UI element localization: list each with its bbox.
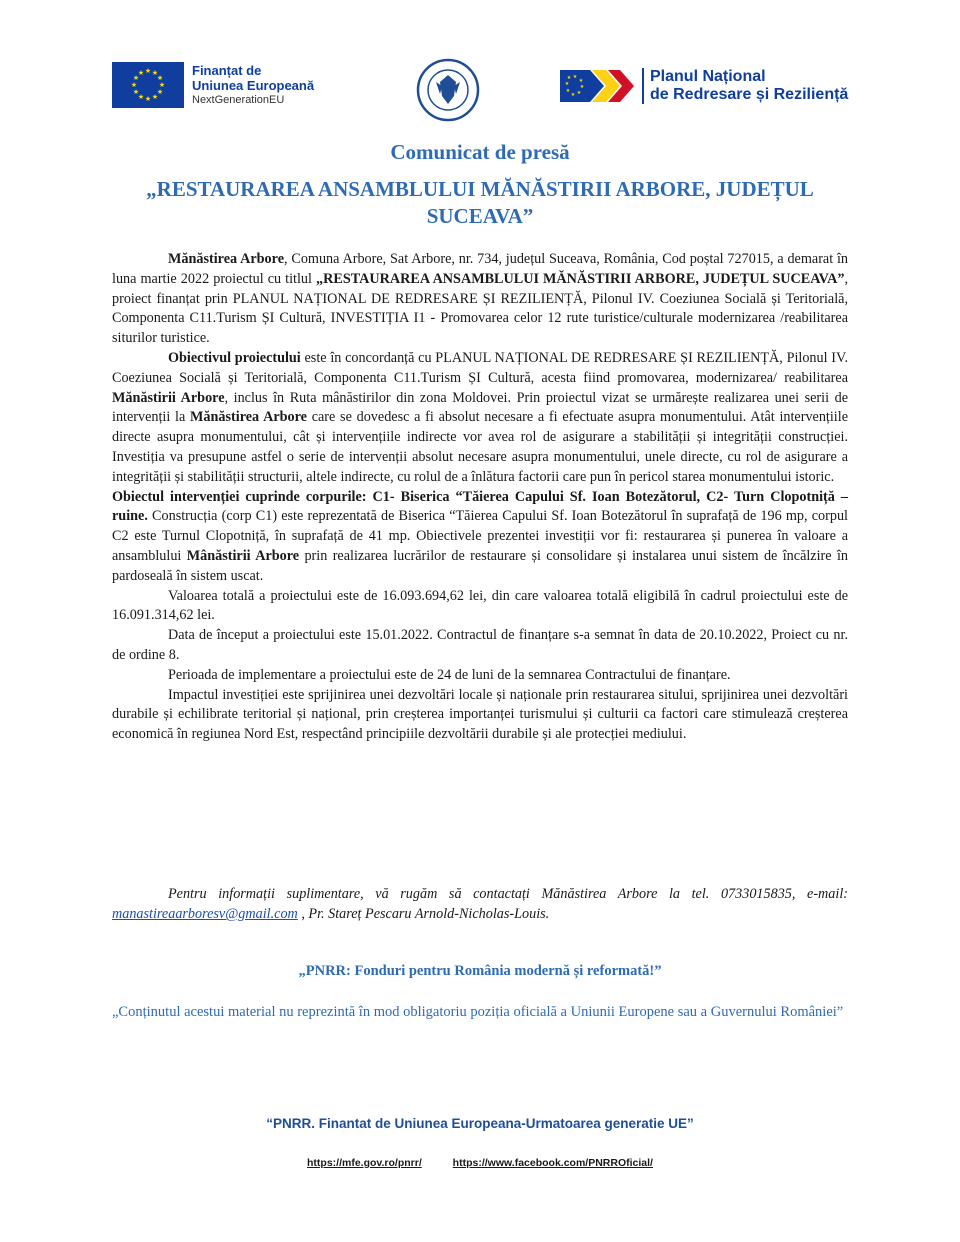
eu-funding-text bbox=[192, 63, 314, 108]
contact-text-end: , Pr. Stareț Pescaru Arnold-Nicholas-Louis. bbox=[297, 906, 550, 922]
pnrr-text bbox=[642, 68, 848, 104]
svg-text:★: ★ bbox=[570, 92, 576, 98]
press-release-body bbox=[112, 250, 848, 745]
press-release-title: Comunicat de presă bbox=[390, 140, 570, 164]
body-text: care se dovedesc a fi absolut necesare a fi efectuate asupra monumentului. Atât intervențiile directe asupra monumentului, cât și intervențiile indirecte vor avea rol de asigurare a stabilității și integrității construcției. Investiția va presupune astfel o serie de intervenții absolut necesare asupra monumentului, unele directe, cu rol de asigurare a integrității și stabilității structurii, altele indirecte, cu rolul de a înlătura factorii care pun în pericol starea monumentului istoric. bbox=[112, 409, 848, 485]
body-text: , Comuna Arbore, Sat Arbore, nr. 734, județul Suceava, România, Cod poștal 727015, a demarat în luna martie 2022 proiectul cu titlul bbox=[112, 251, 849, 287]
svg-text:★: ★ bbox=[144, 95, 152, 103]
paragraph-period: Perioada de implementare a proiectului este de 24 de luni de la semnarea Contractului de finanțare. bbox=[168, 666, 731, 683]
contact-text: Pentru informații suplimentare, vă rugăm să contactați Mănăstirea Arbore la tel. 0733015835, e-mail: bbox=[168, 886, 848, 902]
pnrr-text-line2: de Redresare și Reziliență bbox=[650, 86, 849, 103]
contact-info bbox=[112, 884, 848, 924]
paragraph-intervention bbox=[112, 488, 848, 587]
svg-text:★: ★ bbox=[132, 88, 140, 96]
eu-logo-block bbox=[112, 62, 314, 108]
project-title: „RESTAURAREA ANSAMBLULUI MĂNĂSTIRII ARBORE, JUDEȚUL SUCEAVA” bbox=[146, 177, 814, 228]
body-text: , proiect finanțat prin PLANUL NAȚIONAL DE REDRESARE ȘI REZILIENȚĂ, Pilonul IV. Coeziunea Socială și Teritorială, Componenta C11.Turism ȘI Cultură, INVESTIȚIA I1 - Promovarea celor 12 rute turistice/culturale modernizarea /reabilitarea siturilor turistice. bbox=[112, 270, 848, 347]
body-text: este în concordanță cu PLANUL NAȚIONAL DE REDRESARE ȘI REZILIENȚĂ, Pilonul IV. Coeziunea Socială și Teritorială, Componenta C11.Turism ȘI Cultură, acesta fiind promovarea, modernizarea/ reabilitarea bbox=[112, 349, 848, 386]
facebook-link[interactable]: https://www.facebook.com/PNRROficial/ bbox=[452, 1157, 653, 1169]
email-link[interactable]: manastireaarboresv@gmail.com bbox=[112, 906, 298, 922]
eu-text-line3: NextGenerationEU bbox=[192, 93, 285, 106]
footer-title: “PNRR. Finantat de Uniunea Europeana-Urmatoarea generatie UE” bbox=[266, 1116, 694, 1131]
mfe-link[interactable]: https://mfe.gov.ro/pnrr/ bbox=[307, 1157, 422, 1169]
svg-text:★: ★ bbox=[158, 81, 166, 89]
svg-text:★: ★ bbox=[156, 74, 164, 82]
paragraph-intro bbox=[112, 250, 848, 349]
svg-text:★: ★ bbox=[144, 67, 152, 75]
pnrr-flag-icon bbox=[560, 66, 636, 106]
footer-links bbox=[0, 1157, 960, 1169]
paragraph-objective bbox=[112, 349, 848, 488]
svg-text:★: ★ bbox=[579, 84, 585, 90]
svg-text:★: ★ bbox=[151, 93, 159, 101]
pnrr-text-line1: Planul Național bbox=[650, 68, 766, 85]
eu-flag-icon bbox=[112, 62, 184, 108]
paragraph-value: Valoarea totală a proiectului este de 16.093.694,62 lei, din care valoarea totală eligibilă în cadrul proiectului este de 16.091.314,62 lei. bbox=[112, 587, 848, 624]
eu-text-line1: Finanțat de bbox=[192, 62, 262, 78]
svg-text:★: ★ bbox=[151, 69, 159, 77]
header-logos bbox=[0, 58, 960, 118]
bold-text: Mănăstirea Arbore bbox=[168, 251, 284, 267]
government-seal-icon bbox=[416, 58, 480, 122]
eu-text-line2: Uniunea Europeană bbox=[192, 77, 315, 93]
disclaimer-text: „Conținutul acestui material nu reprezintă în mod obligatoriu poziția oficială a Uniunii Europene sau a Guvernului României” bbox=[112, 1004, 844, 1020]
svg-text:★: ★ bbox=[566, 75, 572, 81]
bold-text: Obiectul intervenției cuprinde corpurile: C1- Biserica “Tăierea Capului Sf. Ioan Botezătorul, C2- Turn Clopotniță – ruine. bbox=[112, 488, 848, 525]
svg-text:★: ★ bbox=[576, 90, 582, 96]
bold-text: Obiectivul proiectului bbox=[168, 349, 301, 366]
body-text: prin realizarea lucrărilor de restaurare și consolidare și instalarea unui sistem de încălzire în pardoseală în sistem uscat. bbox=[112, 547, 848, 584]
pnrr-slogan: „PNRR: Fonduri pentru România modernă și reformată!” bbox=[298, 963, 662, 979]
body-text: , inclus în Ruta mânăstirilor din zona Moldovei. Prin proiectul vizat se urmărește realizarea unei serii de intervenții la bbox=[112, 389, 848, 426]
bold-text: Mănăstirea Arbore bbox=[190, 409, 307, 426]
svg-text:★: ★ bbox=[137, 69, 145, 77]
bold-text: „RESTAURAREA ANSAMBLULUI MĂNĂSTIRII ARBORE, JUDEȚUL SUCEAVA” bbox=[316, 270, 845, 287]
pnrr-logo-block bbox=[560, 66, 848, 106]
bold-text: Mănăstirii Arbore bbox=[112, 389, 225, 406]
svg-text:★: ★ bbox=[132, 74, 140, 82]
body-text: Construcția (corp C1) este reprezentată de Biserica “Tăierea Capului Sf. Ioan Botezătorul în suprafață de 196 mp, corpul C2 este Turnul Clopotniță, în suprafață de 41 mp. Obiectivele prezentei investiții vor fi: restaurarea și punerea în valoare a ansamblului bbox=[112, 508, 848, 564]
svg-text:★: ★ bbox=[137, 93, 145, 101]
svg-text:★: ★ bbox=[565, 88, 571, 94]
svg-text:★: ★ bbox=[564, 81, 570, 87]
svg-text:★: ★ bbox=[130, 81, 138, 89]
svg-text:★: ★ bbox=[572, 74, 578, 80]
bold-text: Mânăstirii Arbore bbox=[186, 547, 300, 564]
paragraph-dates: Data de început a proiectului este 15.01.2022. Contractul de finanțare s-a semnat în data de 20.10.2022, Proiect cu nr. de ordine 8. bbox=[112, 627, 848, 663]
svg-text:★: ★ bbox=[156, 88, 164, 96]
paragraph-impact: Impactul investiției este sprijinirea unei dezvoltări locale și naționale prin restaurarea sitului, sprijinirea unei dezvoltări durabile și echilibrate teritorial și național, prin creșterea importanței turismului și culturii ca factori care stimulează creșterea economică în regiunea Nord Est, respectând principiile dezvoltării durabile și ale protecției mediului. bbox=[112, 686, 848, 743]
svg-text:★: ★ bbox=[578, 78, 584, 84]
